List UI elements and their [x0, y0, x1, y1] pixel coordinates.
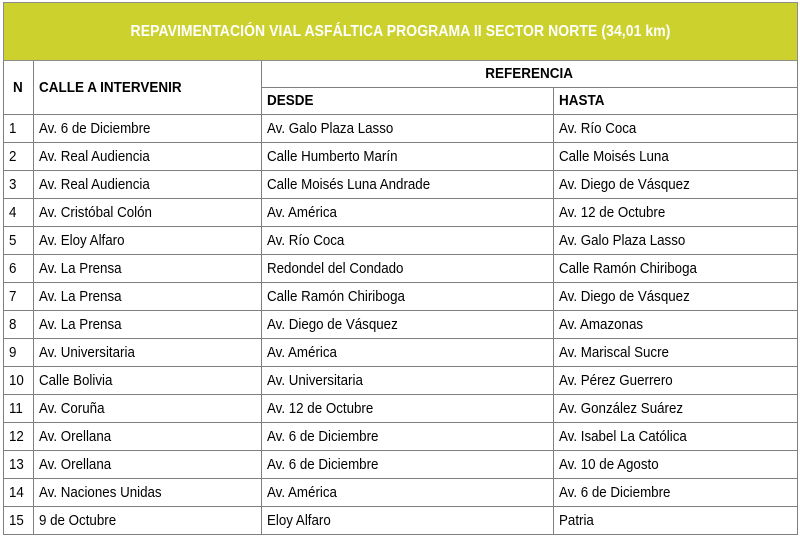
table-row [4, 311, 798, 339]
cell-n-text: 11 [9, 400, 23, 417]
cell-n [4, 423, 34, 451]
cell-n [4, 507, 34, 535]
cell-n [4, 367, 34, 395]
cell-desde-text: Av. América [267, 484, 337, 501]
table-row [4, 423, 798, 451]
table-row [4, 339, 798, 367]
cell-desde [262, 227, 554, 255]
road-repaving-table-sheet [3, 2, 797, 545]
cell-calle-text: Av. Orellana [39, 428, 112, 445]
cell-n-text: 7 [9, 288, 17, 305]
cell-desde [262, 507, 554, 535]
cell-n [4, 451, 34, 479]
cell-n-text: 8 [9, 316, 17, 333]
cell-n-text: 13 [9, 456, 24, 473]
cell-calle [34, 423, 262, 451]
header-calle-label: CALLE A INTERVENIR [39, 79, 182, 96]
cell-calle [34, 367, 262, 395]
cell-calle [34, 311, 262, 339]
cell-hasta-text: Av. Diego de Vásquez [559, 176, 690, 193]
cell-n [4, 395, 34, 423]
header-desde [262, 88, 554, 115]
cell-hasta [554, 339, 798, 367]
table-row [4, 199, 798, 227]
table-row [4, 227, 798, 255]
cell-calle-text: Av. La Prensa [39, 288, 122, 305]
cell-calle [34, 507, 262, 535]
cell-desde [262, 339, 554, 367]
cell-hasta [554, 395, 798, 423]
cell-hasta [554, 507, 798, 535]
road-repaving-table [3, 2, 798, 535]
cell-desde-text: Av. América [267, 344, 337, 361]
cell-hasta-text: Av. Pérez Guerrero [559, 372, 673, 389]
cell-n [4, 171, 34, 199]
cell-hasta-text: Av. Río Coca [559, 120, 637, 137]
cell-hasta-text: Av. Mariscal Sucre [559, 344, 669, 361]
header-row-top [4, 61, 798, 88]
cell-calle [34, 451, 262, 479]
cell-hasta [554, 255, 798, 283]
table-title: REPAVIMENTACIÓN VIAL ASFÁLTICA PROGRAMA II SECTOR NORTE (34,01 km) [130, 22, 671, 40]
cell-hasta [554, 143, 798, 171]
cell-hasta [554, 227, 798, 255]
title-row [4, 3, 798, 61]
header-hasta [554, 88, 798, 115]
cell-calle-text: Av. 6 de Diciembre [39, 120, 151, 137]
table-row [4, 283, 798, 311]
cell-desde-text: Av. 12 de Octubre [267, 400, 374, 417]
cell-n [4, 143, 34, 171]
cell-hasta [554, 423, 798, 451]
table-row [4, 143, 798, 171]
cell-desde-text: Av. 6 de Diciembre [267, 456, 379, 473]
cell-calle-text: Av. La Prensa [39, 316, 122, 333]
cell-n [4, 227, 34, 255]
cell-calle-text: 9 de Octubre [39, 512, 117, 529]
cell-calle-text: Av. Eloy Alfaro [39, 232, 125, 249]
table-row [4, 367, 798, 395]
cell-hasta-text: Calle Moisés Luna [559, 148, 669, 165]
cell-n [4, 255, 34, 283]
cell-calle-text: Av. Naciones Unidas [39, 484, 162, 501]
cell-hasta-text: Patria [559, 512, 594, 529]
cell-desde-text: Calle Humberto Marín [267, 148, 398, 165]
cell-desde [262, 199, 554, 227]
cell-desde-text: Av. Universitaria [267, 372, 363, 389]
cell-desde [262, 255, 554, 283]
cell-n-text: 2 [9, 148, 17, 165]
cell-desde-text: Av. Diego de Vásquez [267, 316, 398, 333]
cell-n-text: 5 [9, 232, 17, 249]
cell-calle [34, 199, 262, 227]
table-row [4, 115, 798, 143]
cell-hasta-text: Av. Isabel La Católica [559, 428, 687, 445]
cell-hasta-text: Av. Galo Plaza Lasso [559, 232, 686, 249]
cell-n-text: 9 [9, 344, 17, 361]
cell-calle-text: Av. Coruña [39, 400, 105, 417]
cell-calle-text: Av. Orellana [39, 456, 112, 473]
table-row [4, 171, 798, 199]
cell-desde [262, 311, 554, 339]
cell-calle [34, 255, 262, 283]
cell-desde-text: Av. Galo Plaza Lasso [267, 120, 394, 137]
cell-desde [262, 423, 554, 451]
cell-calle [34, 143, 262, 171]
cell-n [4, 283, 34, 311]
cell-hasta [554, 367, 798, 395]
cell-desde-text: Eloy Alfaro [267, 512, 331, 529]
cell-hasta [554, 115, 798, 143]
cell-desde [262, 367, 554, 395]
cell-hasta-text: Av. Amazonas [559, 316, 644, 333]
cell-desde [262, 395, 554, 423]
cell-n-text: 1 [9, 120, 17, 137]
table-row [4, 451, 798, 479]
header-n-label: N [13, 79, 24, 96]
cell-desde-text: Redondel del Condado [267, 260, 404, 277]
cell-desde-text: Av. Río Coca [267, 232, 345, 249]
cell-hasta-text: Av. 6 de Diciembre [559, 484, 671, 501]
cell-hasta [554, 479, 798, 507]
cell-desde [262, 451, 554, 479]
cell-hasta [554, 171, 798, 199]
cell-hasta-text: Av. González Suárez [559, 400, 684, 417]
cell-n [4, 199, 34, 227]
cell-n-text: 6 [9, 260, 17, 277]
cell-calle-text: Av. La Prensa [39, 260, 122, 277]
cell-desde [262, 115, 554, 143]
header-referencia [262, 61, 798, 88]
table-row [4, 507, 798, 535]
cell-hasta [554, 199, 798, 227]
cell-desde [262, 171, 554, 199]
header-n [4, 61, 34, 115]
cell-calle [34, 339, 262, 367]
header-referencia-label: REFERENCIA [485, 66, 574, 82]
cell-n [4, 479, 34, 507]
cell-calle-text: Av. Universitaria [39, 344, 135, 361]
cell-calle-text: Av. Real Audiencia [39, 176, 150, 193]
cell-desde [262, 479, 554, 507]
cell-hasta [554, 283, 798, 311]
table-title-cell [4, 3, 798, 61]
header-desde-label: DESDE [267, 93, 314, 109]
cell-desde-text: Calle Moisés Luna Andrade [267, 176, 431, 193]
cell-n-text: 12 [9, 428, 24, 445]
cell-n [4, 311, 34, 339]
cell-hasta-text: Av. Diego de Vásquez [559, 288, 690, 305]
cell-calle [34, 479, 262, 507]
cell-n-text: 3 [9, 176, 17, 193]
cell-desde-text: Av. 6 de Diciembre [267, 428, 379, 445]
cell-calle [34, 283, 262, 311]
cell-n-text: 4 [9, 204, 17, 221]
cell-desde-text: Calle Ramón Chiriboga [267, 288, 405, 305]
cell-hasta [554, 311, 798, 339]
header-hasta-label: HASTA [559, 93, 605, 109]
table-row [4, 395, 798, 423]
table-row [4, 255, 798, 283]
cell-calle-text: Av. Cristóbal Colón [39, 204, 152, 221]
cell-desde-text: Av. América [267, 204, 337, 221]
cell-desde [262, 143, 554, 171]
cell-hasta [554, 451, 798, 479]
cell-calle [34, 227, 262, 255]
cell-desde [262, 283, 554, 311]
cell-n-text: 15 [9, 512, 24, 529]
cell-n [4, 339, 34, 367]
table-row [4, 479, 798, 507]
cell-calle [34, 395, 262, 423]
cell-hasta-text: Calle Ramón Chiriboga [559, 260, 697, 277]
cell-calle-text: Av. Real Audiencia [39, 148, 150, 165]
cell-hasta-text: Av. 10 de Agosto [559, 456, 659, 473]
header-calle [34, 61, 262, 115]
cell-hasta-text: Av. 12 de Octubre [559, 204, 666, 221]
cell-calle [34, 115, 262, 143]
cell-n [4, 115, 34, 143]
cell-calle [34, 171, 262, 199]
cell-n-text: 10 [9, 372, 24, 389]
cell-calle-text: Calle Bolivia [39, 372, 113, 389]
cell-n-text: 14 [9, 484, 24, 501]
